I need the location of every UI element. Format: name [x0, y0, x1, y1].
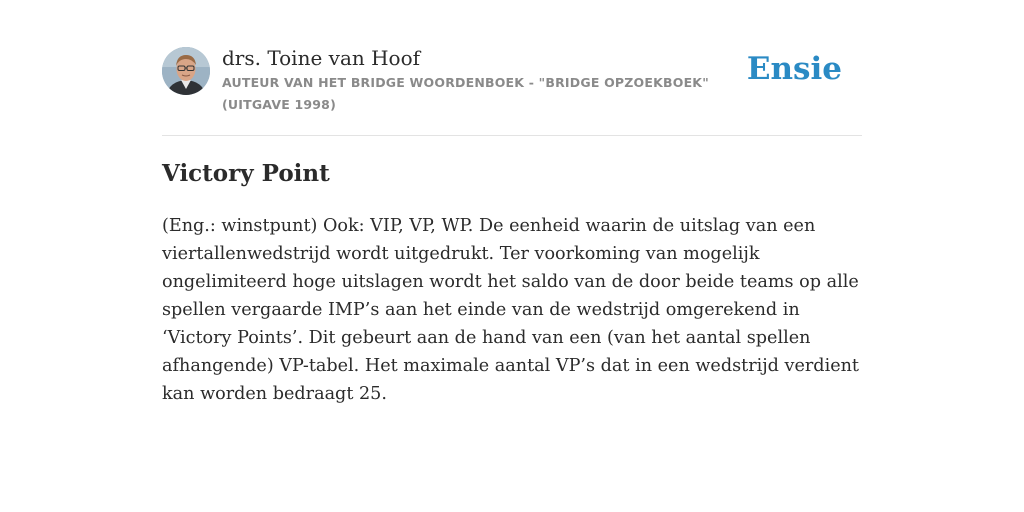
entry-card [162, 0, 862, 404]
author-name[interactable]: drs. Toine van Hoof [222, 46, 421, 70]
entry-body: (Eng.: winstpunt) Ook: VIP, VP, WP. De eenheid waarin de uitslag van een viertallenwedstrijd wordt uitgedrukt. Ter voorkoming van mogelijk ongelimiteerd hoge uitslagen wordt het saldo van de door beide teams op alle spellen vergaarde IMP’s aan het einde van de wedstrijd omgerekend in ‘Victory Points’. Dit gebeurt aan de hand van een (van het aantal spellen afhangende) VP-tabel. Het maximale aantal VP’s dat in een wedstrijd verdient kan worden bedraagt 25. [162, 216, 860, 404]
author-role: AUTEUR VAN HET BRIDGE WOORDENBOEK - "BRIDGE OPZOEKBOEK" (UITGAVE 1998) [222, 75, 709, 112]
avatar[interactable] [162, 47, 210, 95]
person-portrait-icon [162, 47, 210, 95]
page-title: Victory Point [162, 160, 330, 187]
author-header [162, 0, 862, 136]
brand-logo[interactable]: Ensie [746, 51, 842, 87]
